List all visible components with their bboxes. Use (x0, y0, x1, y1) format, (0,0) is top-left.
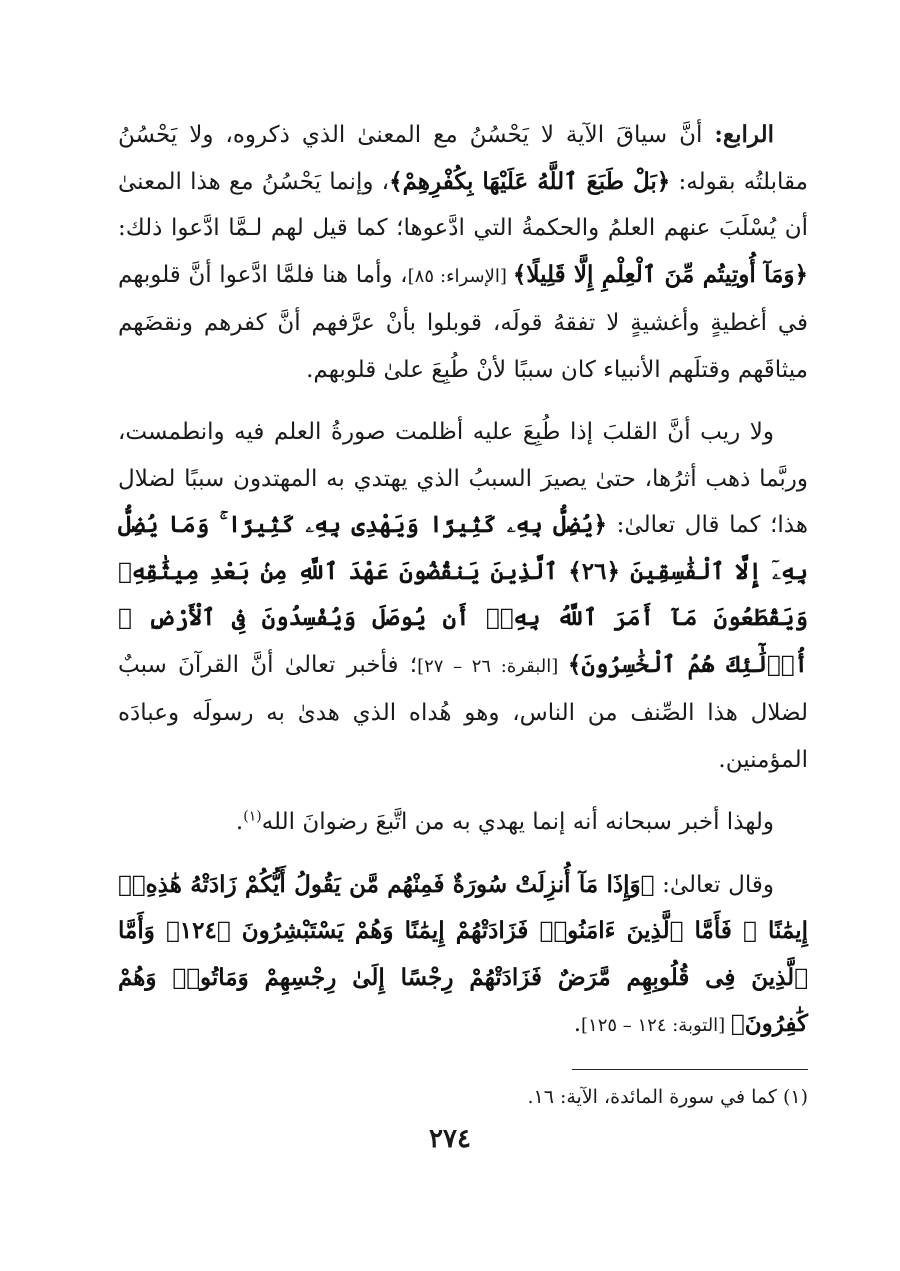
quran-verse: ﴿وَمَآ أُوتِيتُم مِّنَ ٱلْعِلْمِ إِلَّا قَلِيلًا﴾ (512, 260, 808, 288)
quran-verse: ﴿يُضِلُّ بِهِۦ كَثِيرًا وَيَهْدِى بِهِۦ كَثِيرًا ۚ وَمَا يُضِلُّ بِهِۦٓ إِلَّا ٱلْفَٰسِقِينَ ﴿٢٦﴾ ٱلَّذِينَ يَنقُضُونَ عَهْدَ ٱللَّهِ مِنۢ بَعْدِ مِيثَٰقِهِۦ وَيَقْطَعُونَ مَآ أَمَرَ ٱللَّهُ بِهِۦٓ أَن يُوصَلَ وَيُفْسِدُونَ فِى ٱلْأَرْضِ ۚ أُو۟لَٰٓئِكَ هُمُ ٱلْخَٰسِرُونَ﴾ (118, 511, 809, 678)
paragraph-heart-sealed (118, 409, 808, 783)
paragraph-gap (118, 846, 808, 862)
main-text (118, 112, 808, 1050)
verse-reference: [الإسراء: ٨٥] (407, 265, 513, 287)
paragraph-text: . (235, 809, 244, 835)
footnote: (١) كما في سورة المائدة، الآية: ١٦. (527, 1086, 808, 1108)
paragraph-text: ولا ريب أنَّ القلبَ إذا طُبِعَ عليه أظلمت صورةُ العلم فيه وانطمست، وربَّما ذهب أثرُها، حتىٰ يصيرَ السببُ الذي يهتدي به المهتدون سببًا لضلال هذا؛ كما قال تعالىٰ: (118, 419, 808, 538)
paragraph-fourth-point (118, 112, 808, 393)
paragraph-text: ؛ فأخبر تعالىٰ أنَّ القرآنَ سببٌ لضلال هذا الصِّنف من الناس، وهو هُداه الذي هدىٰ به رسولَه وعبادَه المؤمنين. (118, 651, 808, 773)
paragraph-text: ، وأما هنا فلمَّا ادَّعوا أنَّ قلوبهم في أغطيةٍ وأغشيةٍ لا تفقهُ قولَه، قوبلوا بأنْ عرَّفهم أنَّ كفرهم ونقضَهم ميثاقَهم وقتلَهم الأنبياء كان سببًا لأنْ طُبِعَ علىٰ قلوبهم. (118, 261, 808, 383)
paragraph-text: وقال تعالىٰ: (654, 871, 774, 898)
quran-verse: ﴿وَإِذَا مَآ أُنزِلَتْ سُورَةٌ فَمِنْهُم مَّن يَقُولُ أَيُّكُمْ زَادَتْهُ هَٰذِهِۦٓ إِيمَٰنًا ۚ فَأَمَّا ٱلَّذِينَ ءَامَنُوا۟ فَزَادَتْهُمْ إِيمَٰنًا وَهُمْ يَسْتَبْشِرُونَ ﴿١٢٤﴾ وَأَمَّا ٱلَّذِينَ فِى قُلُوبِهِم مَّرَضٌ فَزَادَتْهُمْ رِجْسًا إِلَىٰ رِجْسِهِمْ وَمَاتُوا۟ وَهُمْ كَٰفِرُونَ﴾ (118, 870, 808, 1037)
quran-verse: ﴿بَلْ طَبَعَ ٱللَّهُ عَلَيْهَا بِكُفْرِهِمْ﴾ (389, 167, 671, 195)
paragraph-text: . (573, 1011, 581, 1037)
verse-reference: [البقرة: ٢٦ – ٢٧] (417, 655, 568, 677)
paragraph-guidance (118, 799, 808, 846)
paragraph-text: ولهذا أخبر سبحانه أنه إنما يهدي به من اتَّبعَ رضوانَ الله (261, 809, 774, 835)
page-number: ٢٧٤ (429, 1124, 471, 1154)
paragraph-text: أنَّ سياقَ الآية لا يَحْسُنُ مع المعنىٰ الذي ذكروه، ولا يَحْسُنُ مقابلتُه بقوله: (118, 122, 808, 195)
verse-reference: [التوبة: ١٢٤ – ١٢٥] (581, 1015, 731, 1036)
footnote-marker[interactable]: (١) (243, 808, 262, 825)
paragraph-lead: الرابع: (714, 121, 774, 148)
paragraph-surah-tawbah (118, 862, 808, 1050)
paragraph-gap (118, 783, 808, 799)
paragraph-gap (118, 393, 808, 409)
paragraph-text: ، وإنما يَحْسُنُ مع هذا المعنىٰ أن يُسْلَبَ عنهم العلمُ والحكمةُ التي ادَّعوها؛ كما قيل لهم لـمَّا ادَّعوا ذلك: (118, 168, 808, 241)
footnote-separator (572, 1069, 808, 1070)
